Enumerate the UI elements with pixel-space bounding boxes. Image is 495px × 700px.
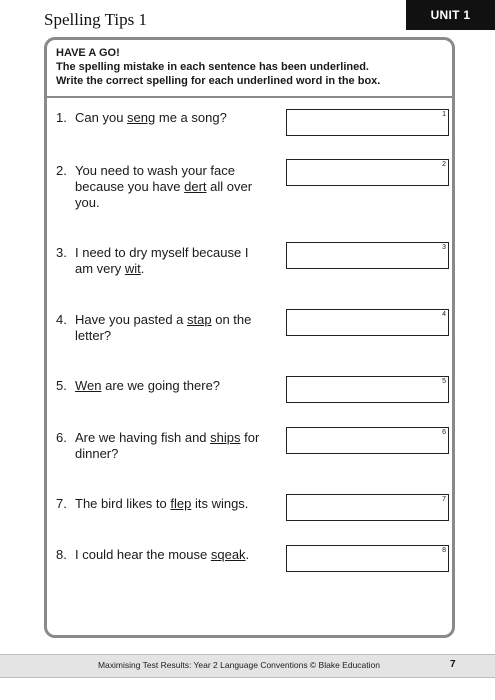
box-number: 5 [442, 378, 446, 385]
question-7 [56, 496, 266, 512]
box-number: 6 [442, 429, 446, 436]
question-1 [56, 110, 266, 126]
page-title: Spelling Tips 1 [44, 10, 147, 29]
misspelled-word: sqeak [210, 547, 246, 562]
question-text: Can you seng me a song? [75, 110, 227, 125]
misspelled-word: seng [127, 110, 156, 125]
question-number: 5. [56, 378, 67, 393]
question-number: 1. [56, 110, 67, 125]
box-number: 1 [442, 111, 446, 118]
box-number: 7 [442, 496, 446, 503]
misspelled-word: dert [184, 179, 207, 194]
question-4 [56, 312, 266, 344]
question-text: Are we having fish and ships for dinner? [75, 430, 260, 461]
question-6 [56, 430, 266, 462]
footer-bar [0, 654, 495, 678]
question-number: 2. [56, 163, 67, 178]
question-number: 6. [56, 430, 67, 445]
question-number: 4. [56, 312, 67, 327]
unit-badge: UNIT 1 [406, 0, 495, 30]
instructions [47, 40, 452, 98]
answer-box-7[interactable] [286, 494, 449, 521]
misspelled-word: stap [187, 312, 212, 327]
question-3 [56, 245, 266, 277]
box-number: 2 [442, 161, 446, 168]
misspelled-word: Wen [75, 378, 102, 393]
answer-box-6[interactable] [286, 427, 449, 454]
answer-box-4[interactable] [286, 309, 449, 336]
question-text: You need to wash your face because you have dert all over you. [75, 163, 253, 210]
question-text: I could hear the mouse sqeak. [75, 547, 250, 562]
answer-box-5[interactable] [286, 376, 449, 403]
answer-box-1[interactable] [286, 109, 449, 136]
box-number: 3 [442, 244, 446, 251]
misspelled-word: ships [210, 430, 241, 445]
question-text: I need to dry myself because I am very wit. [75, 245, 249, 276]
answer-box-3[interactable] [286, 242, 449, 269]
box-number: 4 [442, 311, 446, 318]
instructions-heading: HAVE A GO! [56, 47, 120, 59]
footer-text: Maximising Test Results: Year 2 Language Conventions © Blake Education [97, 660, 380, 670]
question-number: 3. [56, 245, 67, 260]
misspelled-word: flep [170, 496, 192, 511]
question-text: Wen are we going there? [75, 378, 221, 393]
instructions-line-1: The spelling mistake in each sentence has been underlined. [56, 61, 369, 73]
worksheet-panel [44, 37, 455, 638]
question-2 [56, 163, 266, 211]
answer-box-2[interactable] [286, 159, 449, 186]
misspelled-word: wit [124, 261, 141, 276]
question-text: The bird likes to flep its wings. [75, 496, 249, 511]
question-5 [56, 378, 266, 394]
question-8 [56, 547, 266, 563]
question-text: Have you pasted a stap on the letter? [75, 312, 252, 343]
answer-box-8[interactable] [286, 545, 449, 572]
question-number: 7. [56, 496, 67, 511]
question-number: 8. [56, 547, 67, 562]
page-number: 7 [450, 659, 456, 670]
box-number: 8 [442, 547, 446, 554]
instructions-line-2: Write the correct spelling for each underlined word in the box. [56, 75, 381, 87]
